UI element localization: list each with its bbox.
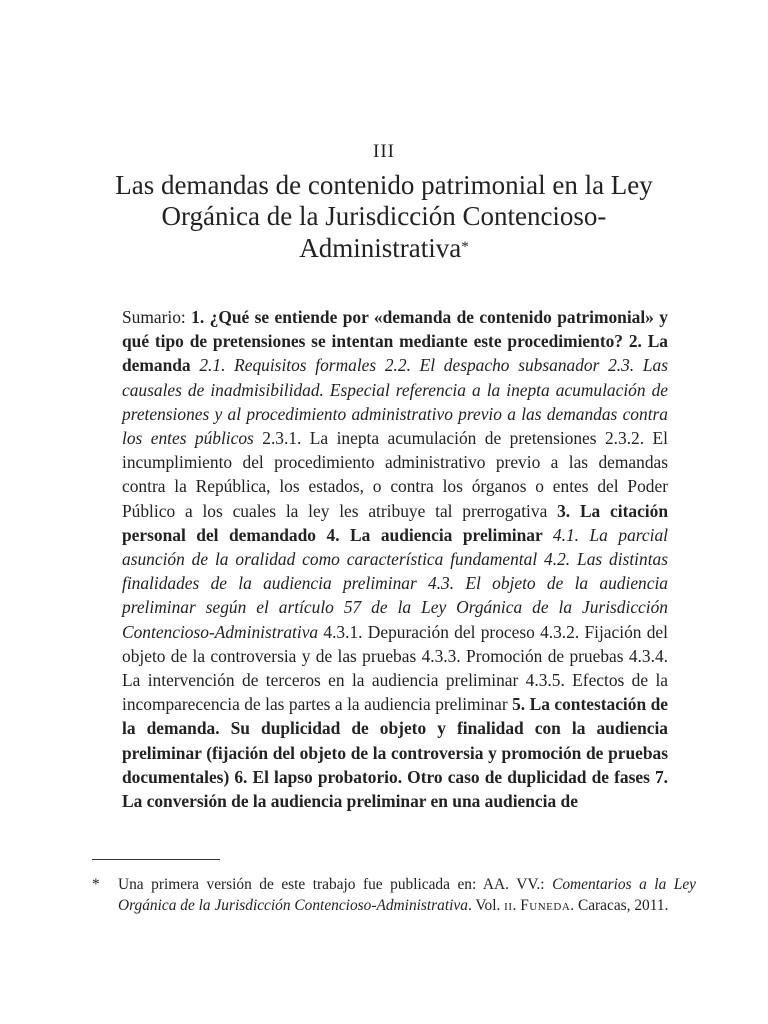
footnote-divider: [92, 859, 220, 860]
footnote-volume: ii: [504, 897, 513, 914]
summary-segment: 2.3.1. La inepta acumulación de pretensiones 2.3.2. El incumplimiento del procedimiento administrativo previo a las demandas contra la República, los estados, o contra los órganos o entes del Poder Público a los cuales la ley les atribuye tal prerrogativa: [122, 428, 668, 521]
summary-segment: 3. La citación personal del demandado 4. La audiencia preliminar: [122, 500, 668, 545]
footnote-text-part: . Vol.: [467, 897, 505, 914]
chapter-title-text: Las demandas de contenido patrimonial en la Ley Orgánica de la Jurisdicción Contencioso-Administrativa: [115, 170, 653, 263]
summary-segment: 5. La contestación de la demanda. Su duplicidad de objeto y finalidad con la audiencia preliminar (fijación del objeto de la controversia y promoción de pruebas documentales) 6. El lapso probatorio. Otro caso de duplicidad de fases 7. La conversión de la audiencia preliminar en una audiencia de: [122, 694, 668, 812]
footnote-mark: *: [92, 876, 100, 893]
footnote-text-part: .: [512, 897, 521, 914]
footnote-publisher: Funeda: [520, 897, 571, 914]
footnote-reference-mark[interactable]: *: [461, 239, 469, 255]
footnote-text-part: Una primera versión de este trabajo fue publicada en: AA. VV.:: [118, 876, 553, 893]
chapter-title: [96, 170, 672, 264]
footnote-text: [118, 874, 696, 916]
summary-label: Sumario:: [122, 307, 192, 327]
footnote: [92, 874, 696, 916]
footnote-cited-work: Comentarios a la Ley Orgánica de la Jurisdicción Contencioso-Administrativa: [118, 876, 696, 914]
summary-segment: 2.1. Requisitos formales 2.2. El despacho subsanador 2.3. Las causales de inadmisibilidad. Especial referencia a la inepta acumulación de pretensiones y al procedimiento administrativo previo a las demandas contra los entes públicos: [122, 355, 668, 449]
summary-segment: 4.3.1. Depuración del proceso 4.3.2. Fijación del objeto de la controversia y de las pruebas 4.3.3. Promoción de pruebas 4.3.4. La intervención de terceros en la audiencia preliminar 4.3.5. Efectos de la incomparecencia de las partes a la audiencia preliminar: [122, 621, 668, 715]
summary-segment: 1. ¿Qué se entiende por «demanda de contenido patrimonial» y qué tipo de pretensiones se intentan mediante este procedimiento? 2. La demanda: [122, 307, 668, 376]
summary-segment: 4.1. La parcial asunción de la oralidad como característica fundamental 4.2. Las distintas finalidades de la audiencia preliminar 4.3. El objeto de la audiencia preliminar según el artículo 57 de la Ley Orgánica de la Jurisdicción Contencioso-Administrativa: [122, 524, 668, 642]
chapter-number: III: [373, 141, 395, 162]
chapter-summary: [122, 305, 668, 813]
footnote-text-part: . Caracas, 2011.: [570, 897, 669, 914]
